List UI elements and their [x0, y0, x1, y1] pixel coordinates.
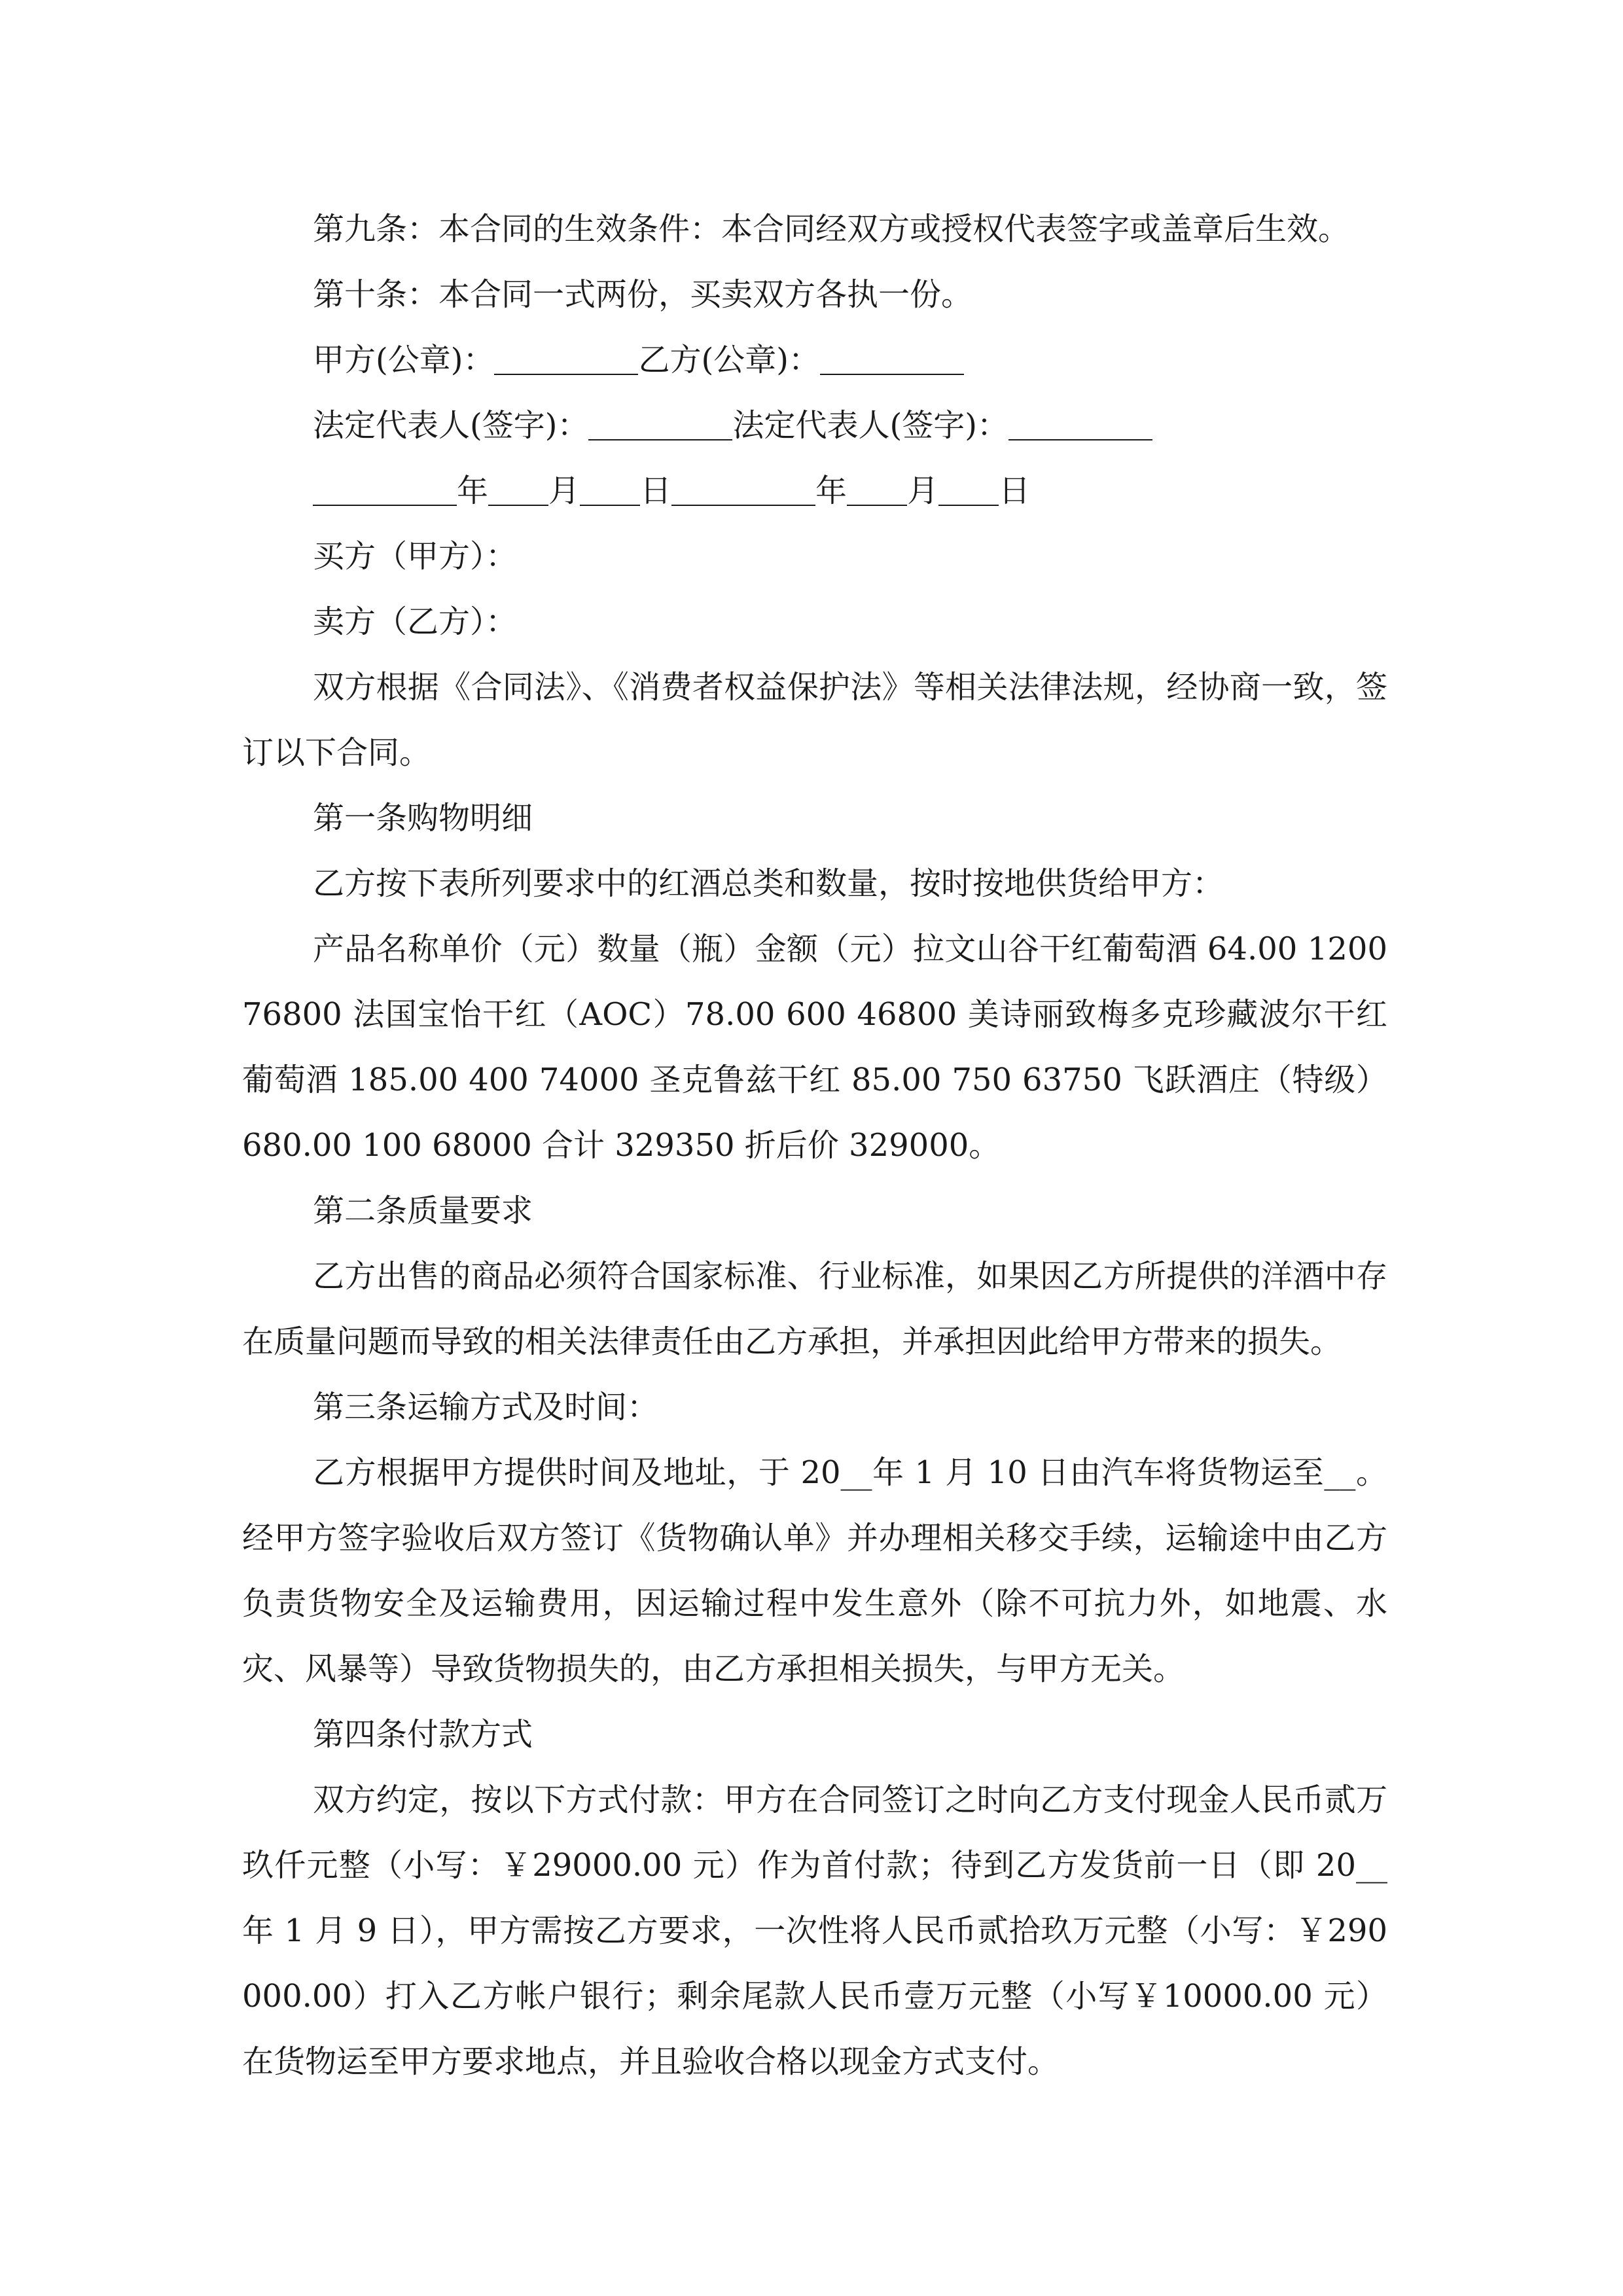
legal-rep-a-label: 法定代表人(签字)：	[313, 407, 589, 444]
buyer-label: 买方（甲方）：	[313, 538, 518, 575]
article-4-body: 双方约定，按以下方式付款：甲方在合同签订之时向乙方支付现金人民币贰万玖仟元整（小写：￥29000.00 元）作为首付款；待到乙方发货前一日（即 20__年 1 月 9 日），甲方需按乙方要求，一次性将人民币贰拾玖万元整（小写：￥290000.00）打入乙方帐户银行；剩余尾款人民币壹万元整（小写￥10000.00 元）在货物运至甲方要求地点，并且验收合格以现金方式支付。	[242, 1782, 1387, 2080]
date-a-month-label: 月	[548, 473, 580, 509]
contract-page	[242, 196, 1387, 2094]
article-10-copies: 第十条：本合同一式两份，买卖双方各执一份。	[313, 276, 973, 313]
date-a-day-blank	[580, 473, 640, 506]
article-9-effective-condition: 第九条：本合同的生效条件：本合同经双方或授权代表签字或盖章后生效。	[313, 211, 1350, 247]
article-3-title: 第三条运输方式及时间：	[313, 1389, 659, 1426]
legal-rep-line	[242, 393, 1387, 458]
date-a-year-label: 年	[457, 473, 489, 509]
date-b-year-blank	[671, 473, 815, 506]
date-b-day-blank	[938, 473, 999, 506]
date-line	[242, 458, 1387, 524]
article-1-lead: 乙方按下表所列要求中的红酒总类和数量，按时按地供货给甲方：	[313, 865, 1224, 902]
date-a-month-blank	[488, 473, 548, 506]
party-a-seal-label: 甲方(公章)：	[313, 342, 495, 378]
date-b-year-label: 年	[815, 473, 847, 509]
article-1-product-table-text: 产品名称单价（元）数量（瓶）金额（元）拉文山谷干红葡萄酒 64.00 1200 76800 法国宝怡干红（AOC）78.00 600 46800 美诗丽致梅多克珍藏波尔干红葡萄酒 185.00 400 74000 圣克鲁兹干红 85.00 750 63750 飞跃酒庄（特级）680.00 100 68000 合计 329350 折后价 329000。	[242, 931, 1387, 1164]
date-b-day-label: 日	[999, 473, 1031, 509]
party-b-seal-label: 乙方(公章)：	[638, 342, 820, 378]
legal-rep-b-blank	[1008, 408, 1152, 440]
article-2-body: 乙方出售的商品必须符合国家标准、行业标准，如果因乙方所提供的洋酒中存在质量问题而导致的相关法律责任由乙方承担，并承担因此给甲方带来的损失。	[242, 1258, 1387, 1360]
date-b-month-blank	[847, 473, 907, 506]
article-1-title: 第一条购物明细	[313, 800, 533, 836]
seller-label: 卖方（乙方）：	[313, 603, 518, 640]
article-2-title: 第二条质量要求	[313, 1193, 533, 1229]
date-a-year-blank	[313, 473, 457, 506]
date-b-month-label: 月	[907, 473, 939, 509]
date-a-day-label: 日	[640, 473, 672, 509]
party-b-seal-blank	[820, 342, 964, 375]
seal-line	[242, 327, 1387, 393]
party-a-seal-blank	[494, 342, 638, 375]
legal-rep-b-label: 法定代表人(签字)：	[732, 407, 1008, 444]
article-4-title: 第四条付款方式	[313, 1716, 533, 1753]
legal-rep-a-blank	[588, 408, 732, 440]
article-3-body: 乙方根据甲方提供时间及地址，于 20__年 1 月 10 日由汽车将货物运至__。经甲方签字验收后双方签订《货物确认单》并办理相关移交手续，运输途中由乙方负责货物安全及运输费用，因运输过程中发生意外（除不可抗力外，如地震、水灾、风暴等）导致货物损失的，由乙方承担相关损失，与甲方无关。	[242, 1454, 1387, 1687]
intro-paragraph: 双方根据《合同法》、《消费者权益保护法》等相关法律法规，经协商一致，签订以下合同。	[242, 669, 1387, 771]
